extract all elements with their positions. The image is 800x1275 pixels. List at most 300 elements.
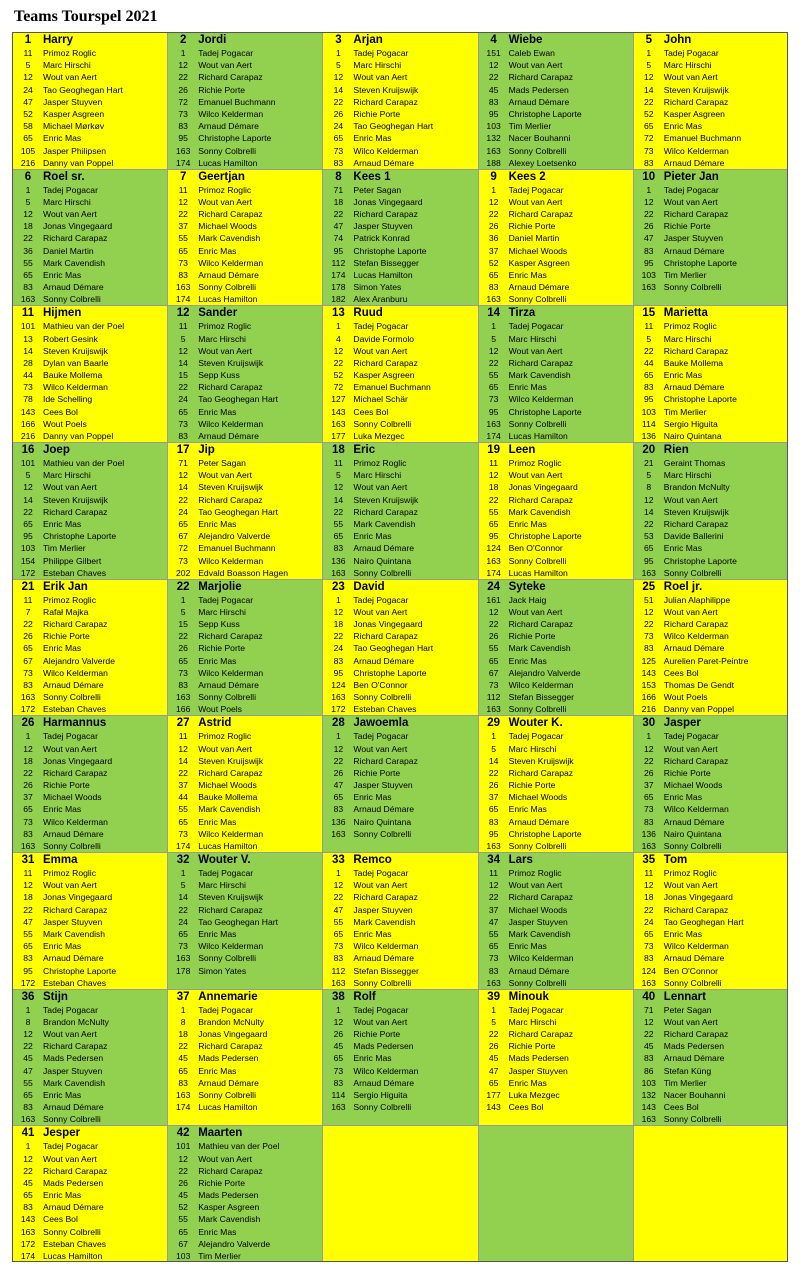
- rider-name: Jasper Stuyven: [43, 916, 103, 927]
- rider-row: [323, 655, 477, 667]
- rider-name: Sonny Colbrelli: [353, 1102, 412, 1113]
- rider-number: 14: [178, 482, 188, 493]
- rider-number: 83: [488, 282, 499, 293]
- rider-name: Esteban Chaves: [43, 977, 107, 988]
- rider-number: 22: [644, 755, 654, 766]
- rider-row: [13, 196, 167, 208]
- team-header: [479, 443, 633, 457]
- rider-row: [13, 47, 167, 59]
- rider-row: [168, 867, 322, 879]
- rider-row: [634, 269, 788, 281]
- rider-number: 163: [20, 294, 36, 305]
- rider-number: 73: [488, 679, 499, 690]
- rider-number: 12: [488, 60, 499, 71]
- rider-row: [13, 59, 167, 71]
- rider-number: 12: [333, 606, 344, 617]
- rider-number: 73: [333, 1065, 344, 1076]
- rider-number: 103: [176, 1251, 191, 1262]
- rider-number: 12: [488, 880, 499, 891]
- rider-row: [634, 357, 788, 369]
- rider-row: [323, 1040, 477, 1052]
- team-cell: [13, 1126, 168, 1262]
- rider-number: 65: [178, 816, 188, 827]
- rider-row: [168, 208, 322, 220]
- rider-name: Mark Cavendish: [198, 804, 261, 815]
- team-name: Jordi: [198, 34, 227, 46]
- rider-row: [634, 208, 788, 220]
- rider-row: [168, 1226, 322, 1238]
- rider-number: 73: [644, 631, 654, 642]
- rider-row: [634, 730, 788, 742]
- team-cell: [323, 716, 478, 853]
- rider-name: Marc Hirschi: [198, 333, 246, 344]
- rider-row: [13, 840, 167, 852]
- rider-name: Wout van Aert: [198, 60, 253, 71]
- rider-number: 45: [333, 1041, 344, 1052]
- rider-row: [634, 157, 788, 169]
- rider-number: 22: [178, 494, 188, 505]
- rider-number: 12: [333, 72, 344, 83]
- rider-name: Esteban Chaves: [43, 704, 107, 715]
- team-name: Rien: [663, 444, 689, 456]
- rider-row: [168, 1028, 322, 1040]
- rider-name: Sonny Colbrelli: [198, 1089, 256, 1100]
- rider-number: 1: [180, 868, 186, 878]
- rider-row: [323, 1016, 477, 1028]
- rider-name: Richard Carapaz: [663, 904, 729, 915]
- rider-name: Sonny Colbrelli: [508, 977, 567, 988]
- rider-row: [13, 655, 167, 667]
- team-name: Rolf: [353, 990, 376, 1003]
- rider-number: 78: [23, 394, 33, 405]
- rider-row: [634, 71, 788, 83]
- rider-row: [479, 506, 633, 518]
- rider-row: [479, 1077, 633, 1089]
- rider-number: 95: [644, 555, 654, 566]
- rider-number: 5: [25, 60, 31, 71]
- rider-number: 65: [178, 518, 188, 529]
- rider-row: [634, 457, 788, 469]
- rider-row: [479, 755, 633, 767]
- rider-number: 22: [333, 96, 344, 107]
- rider-row: [13, 1201, 167, 1213]
- rider-name: Enric Mas: [508, 804, 547, 815]
- rider-row: [168, 1101, 322, 1113]
- rider-name: Mads Pedersen: [663, 1041, 724, 1052]
- rider-number: 26: [333, 108, 344, 119]
- rider-name: Steven Kruijswijk: [43, 494, 108, 505]
- rider-row: [323, 481, 477, 493]
- rider-row: [13, 1153, 167, 1165]
- rider-name: Richard Carapaz: [353, 631, 418, 642]
- rider-row: [479, 220, 633, 232]
- rider-row: [13, 767, 167, 779]
- rider-row: [479, 567, 633, 579]
- rider-name: Richard Carapaz: [353, 96, 418, 107]
- rider-number: 24: [178, 394, 188, 405]
- rider-number: 22: [23, 506, 33, 517]
- rider-row: [13, 667, 167, 679]
- rider-name: Wilco Kelderman: [198, 555, 264, 566]
- rider-name: Richard Carapaz: [43, 619, 108, 630]
- rider-row: [479, 381, 633, 393]
- rider-number: 163: [641, 282, 656, 293]
- rider-name: Sonny Colbrelli: [43, 841, 101, 852]
- team-name: Erik Jan: [43, 580, 88, 593]
- rider-row: [13, 755, 167, 767]
- rider-row: [323, 220, 477, 232]
- rider-row: [634, 59, 788, 71]
- rider-name: Davide Formolo: [353, 333, 415, 344]
- rider-name: Sepp Kuss: [198, 370, 240, 381]
- rider-row: [13, 803, 167, 815]
- team-name: Kees 1: [353, 170, 391, 183]
- rider-number: 163: [486, 145, 501, 156]
- rider-number: 65: [333, 928, 344, 939]
- rider-number: 95: [488, 406, 499, 417]
- rider-name: Richard Carapaz: [43, 1165, 108, 1176]
- team-name: Annemarie: [198, 990, 258, 1003]
- rider-number: 95: [488, 828, 499, 839]
- rider-name: Richie Porte: [508, 1041, 556, 1052]
- rider-name: Cees Bol: [43, 406, 78, 417]
- rider-name: Sonny Colbrelli: [353, 418, 412, 429]
- rider-row: [168, 916, 322, 928]
- rider-number: 8: [646, 482, 652, 493]
- rider-number: 73: [488, 394, 499, 405]
- rider-row: [13, 357, 167, 369]
- rider-row: [634, 108, 788, 120]
- rider-name: Luka Mezgec: [508, 1089, 560, 1100]
- rider-name: Ben O'Connor: [353, 679, 408, 690]
- rider-number: 26: [333, 1029, 344, 1040]
- rider-number: 36: [488, 233, 499, 244]
- rider-row: [479, 232, 633, 244]
- team-cell: [479, 443, 634, 580]
- rider-name: Arnaud Démare: [353, 655, 415, 666]
- rider-number: 44: [23, 370, 33, 381]
- rider-name: Christophe Laporte: [508, 406, 582, 417]
- rider-number: 65: [644, 792, 654, 803]
- rider-number: 174: [486, 431, 501, 442]
- rider-row: [479, 555, 633, 567]
- rider-name: Marc Hirschi: [43, 470, 91, 481]
- rider-name: Enric Mas: [198, 655, 237, 666]
- rider-name: Wout van Aert: [353, 606, 408, 617]
- rider-row: [634, 667, 788, 679]
- team-header: [634, 170, 788, 184]
- rider-name: Marc Hirschi: [508, 333, 557, 344]
- rider-row: [13, 220, 167, 232]
- rider-number: 26: [178, 1177, 188, 1188]
- rider-number: 65: [333, 792, 344, 803]
- rider-name: Arnaud Démare: [198, 269, 259, 280]
- rider-number: 202: [176, 567, 191, 578]
- rider-name: Arnaud Démare: [198, 679, 259, 690]
- rider-number: 143: [486, 1102, 501, 1113]
- rider-name: Jonas Vingegaard: [43, 755, 113, 766]
- rider-name: Arnaud Démare: [663, 643, 725, 654]
- rider-row: [634, 381, 788, 393]
- rider-number: 65: [644, 543, 654, 554]
- rider-name: Sonny Colbrelli: [43, 1226, 101, 1237]
- rider-name: Peter Sagan: [198, 458, 246, 468]
- rider-row: [168, 1201, 322, 1213]
- rider-name: Christophe Laporte: [43, 965, 117, 976]
- rider-name: Tao Geoghegan Hart: [198, 394, 278, 405]
- rider-row: [323, 257, 477, 269]
- rider-name: Bauke Mollema: [663, 357, 724, 368]
- rider-number: 151: [486, 48, 501, 58]
- rider-row: [479, 828, 633, 840]
- rider-row: [13, 530, 167, 542]
- rider-number: 26: [178, 84, 188, 95]
- rider-number: 12: [488, 345, 499, 356]
- rider-number: 26: [488, 1041, 499, 1052]
- rider-number: 65: [23, 1190, 33, 1201]
- rider-number: 47: [23, 96, 33, 107]
- rider-row: [168, 430, 322, 442]
- rider-row: [479, 630, 633, 642]
- rider-row: [13, 1113, 167, 1125]
- rider-row: [168, 132, 322, 144]
- rider-number: 65: [178, 1226, 188, 1237]
- rider-number: 12: [644, 72, 654, 83]
- rider-name: Arnaud Démare: [508, 96, 570, 107]
- rider-row: [323, 430, 477, 442]
- rider-name: Tim Merlier: [508, 121, 552, 132]
- rider-number: 18: [488, 482, 499, 493]
- rider-row: [13, 269, 167, 281]
- rider-name: Primoz Roglic: [353, 458, 407, 468]
- team-name: David: [353, 580, 385, 593]
- team-name: Lars: [508, 854, 533, 866]
- rider-row: [323, 457, 477, 469]
- rider-name: Jasper Stuyven: [43, 96, 103, 107]
- rider-name: Tadej Pogacar: [663, 48, 719, 58]
- rider-row: [323, 184, 477, 196]
- rider-name: Enric Mas: [43, 1190, 82, 1201]
- rider-row: [479, 208, 633, 220]
- rider-name: Wout van Aert: [508, 470, 563, 481]
- rider-row: [13, 1140, 167, 1152]
- rider-number: 65: [178, 245, 188, 256]
- team-name: Geertjan: [198, 170, 245, 183]
- rider-number: 95: [23, 531, 33, 542]
- team-header: [479, 716, 633, 730]
- rider-name: Patrick Konrad: [353, 233, 410, 244]
- team-header: [168, 990, 322, 1004]
- rider-number: 124: [331, 679, 346, 690]
- rider-name: Richie Porte: [663, 767, 711, 778]
- rider-number: 12: [488, 470, 499, 481]
- rider-number: 18: [644, 892, 654, 903]
- rider-row: [13, 618, 167, 630]
- rider-name: Tao Geoghegan Hart: [353, 121, 434, 132]
- rider-row: [323, 506, 477, 518]
- rider-row: [13, 406, 167, 418]
- rider-name: Enric Mas: [198, 816, 237, 827]
- rider-name: Sonny Colbrelli: [198, 145, 256, 156]
- rider-number: 124: [486, 543, 501, 554]
- team-cell: [479, 1126, 634, 1262]
- rider-number: 55: [488, 928, 499, 939]
- team-name: Marjolie: [198, 580, 242, 593]
- rider-row: [634, 232, 788, 244]
- rider-number: 22: [644, 96, 654, 107]
- rider-row: [323, 418, 477, 430]
- team-name: Kees 2: [508, 170, 546, 183]
- team-number: 40: [642, 990, 656, 1003]
- rider-number: 12: [178, 1153, 188, 1164]
- rider-number: 1: [491, 1004, 496, 1015]
- rider-row: [323, 940, 477, 952]
- rider-row: [168, 59, 322, 71]
- rider-number: 163: [486, 977, 501, 988]
- rider-name: Mark Cavendish: [508, 370, 571, 381]
- rider-name: Christophe Laporte: [508, 531, 582, 542]
- rider-name: Wout van Aert: [198, 743, 253, 754]
- team-cell: [323, 580, 478, 717]
- rider-row: [479, 96, 633, 108]
- rider-row: [479, 965, 633, 977]
- rider-number: 22: [178, 904, 188, 915]
- rider-number: 52: [178, 1202, 188, 1213]
- rider-number: 22: [644, 209, 654, 220]
- rider-number: 163: [641, 841, 656, 852]
- rider-number: 101: [20, 458, 36, 468]
- rider-number: 26: [488, 631, 499, 642]
- rider-name: Jasper Stuyven: [508, 916, 568, 927]
- rider-name: Enric Mas: [353, 531, 392, 542]
- rider-row: [479, 791, 633, 803]
- rider-number: 177: [486, 1089, 501, 1100]
- rider-row: [479, 840, 633, 852]
- rider-number: 8: [25, 1016, 31, 1027]
- rider-row: [323, 691, 477, 703]
- rider-number: 12: [644, 606, 654, 617]
- rider-row: [13, 381, 167, 393]
- rider-row: [323, 208, 477, 220]
- rider-number: 13: [23, 333, 33, 344]
- rider-number: 143: [331, 406, 346, 417]
- team-header: [634, 716, 788, 730]
- team-name: Maarten: [198, 1127, 243, 1140]
- rider-number: 22: [23, 767, 33, 778]
- rider-name: Richie Porte: [43, 631, 90, 642]
- team-name: Astrid: [198, 717, 232, 730]
- rider-number: 22: [178, 382, 188, 393]
- rider-number: 55: [488, 506, 499, 517]
- rider-row: [13, 691, 167, 703]
- rider-number: 24: [178, 506, 188, 517]
- team-number: 35: [642, 854, 656, 866]
- rider-row: [323, 679, 477, 691]
- rider-number: 5: [646, 470, 652, 481]
- rider-name: Marc Hirschi: [508, 743, 557, 754]
- rider-row: [634, 494, 788, 506]
- rider-number: 14: [178, 892, 188, 903]
- rider-row: [168, 767, 322, 779]
- rider-row: [13, 891, 167, 903]
- rider-number: 55: [178, 1214, 188, 1225]
- rider-row: [323, 196, 477, 208]
- rider-number: 37: [488, 792, 499, 803]
- rider-row: [13, 594, 167, 606]
- team-number: 6: [24, 170, 32, 183]
- rider-name: Enric Mas: [198, 1226, 237, 1237]
- team-name: Minouk: [508, 990, 549, 1003]
- team-header: [634, 990, 788, 1004]
- rider-number: 5: [646, 333, 652, 344]
- rider-number: 1: [25, 184, 31, 195]
- rider-number: 114: [331, 1089, 346, 1100]
- rider-row: [168, 184, 322, 196]
- rider-number: 83: [23, 679, 33, 690]
- rider-number: 65: [333, 1053, 344, 1064]
- rider-name: Bauke Mollema: [43, 370, 103, 381]
- rider-name: Wilco Kelderman: [198, 828, 264, 839]
- rider-number: 1: [336, 731, 341, 742]
- rider-number: 11: [333, 458, 343, 468]
- team-number: 13: [331, 307, 345, 320]
- rider-number: 65: [644, 121, 654, 132]
- rider-number: 45: [178, 1053, 188, 1064]
- rider-number: 22: [178, 1165, 188, 1176]
- rider-row: [634, 867, 788, 879]
- rider-number: 65: [488, 269, 499, 280]
- rider-number: 174: [20, 1251, 36, 1262]
- rider-name: Wout van Aert: [663, 72, 718, 83]
- rider-number: 47: [23, 916, 33, 927]
- rider-name: Arnaud Démare: [43, 1102, 104, 1113]
- rider-name: Nacer Bouhanni: [508, 133, 571, 144]
- rider-name: Nairo Quintana: [663, 431, 722, 442]
- rider-row: [634, 743, 788, 755]
- rider-number: 22: [488, 892, 499, 903]
- rider-name: Lucas Hamilton: [43, 1251, 103, 1262]
- rider-row: [634, 84, 788, 96]
- rider-number: 55: [488, 370, 499, 381]
- rider-row: [634, 630, 788, 642]
- rider-name: Simon Yates: [353, 282, 402, 293]
- rider-name: Sonny Colbrelli: [508, 555, 567, 566]
- rider-number: 177: [331, 431, 346, 442]
- rider-row: [634, 345, 788, 357]
- rider-number: 101: [176, 1141, 191, 1152]
- rider-name: Richie Porte: [198, 1177, 245, 1188]
- rider-row: [168, 542, 322, 554]
- rider-row: [479, 59, 633, 71]
- rider-name: Cees Bol: [508, 1102, 544, 1113]
- rider-row: [13, 965, 167, 977]
- rider-row: [168, 47, 322, 59]
- rider-name: Primoz Roglic: [43, 868, 97, 878]
- team-header: [13, 853, 167, 867]
- rider-row: [323, 157, 477, 169]
- rider-row: [323, 281, 477, 293]
- rider-row: [479, 679, 633, 691]
- rider-row: [634, 132, 788, 144]
- rider-number: 65: [488, 804, 499, 815]
- rider-row: [634, 879, 788, 891]
- rider-name: Enric Mas: [198, 928, 237, 939]
- rider-row: [634, 891, 788, 903]
- rider-number: 83: [178, 269, 188, 280]
- rider-name: Richard Carapaz: [508, 767, 574, 778]
- rider-number: 22: [644, 904, 654, 915]
- rider-name: Enric Mas: [43, 1089, 82, 1100]
